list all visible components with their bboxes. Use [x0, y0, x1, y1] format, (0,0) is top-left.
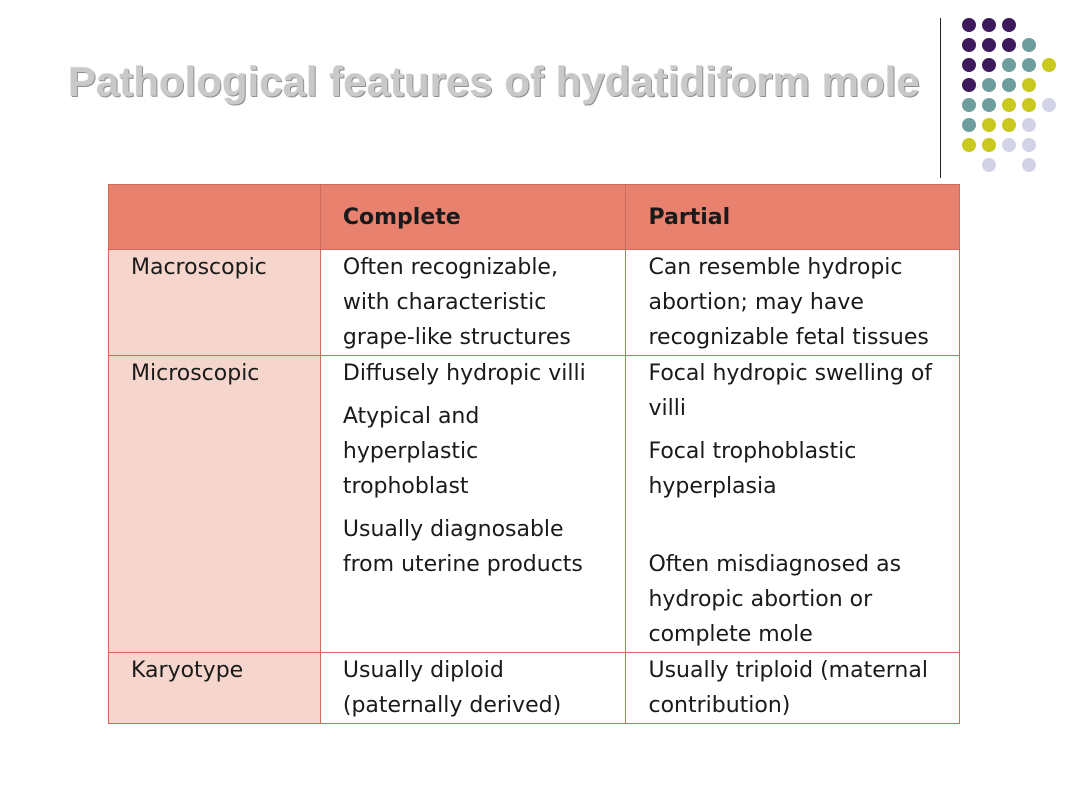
cell-text: Usually diploid (paternally derived)	[342, 658, 562, 718]
dot-teal	[962, 98, 976, 112]
dot-purple	[982, 58, 996, 72]
dot-purple	[962, 38, 976, 52]
cell-text: Diffusely hydropic villi	[342, 361, 586, 386]
table-row-karyotype	[109, 653, 960, 724]
dot-lavender	[1042, 98, 1056, 112]
dot-yellow	[1042, 58, 1056, 72]
partial-cell	[626, 250, 960, 356]
table-header-row	[109, 185, 960, 250]
complete-cell	[320, 653, 626, 724]
header-cell-partial: Partial	[626, 185, 960, 250]
dot-purple	[982, 38, 996, 52]
dot-yellow	[1022, 98, 1036, 112]
header-cell-complete: Complete	[320, 185, 626, 250]
dot-purple	[982, 18, 996, 32]
complete-cell	[320, 356, 626, 653]
dot-yellow	[1002, 98, 1016, 112]
dot-purple	[1002, 38, 1016, 52]
cell-text: Can resemble hydropic abortion; may have recognizable fetal tissues	[648, 255, 929, 350]
dot-teal	[1022, 38, 1036, 52]
header-cell-empty	[109, 185, 321, 250]
row-label: Karyotype	[109, 653, 321, 724]
table-row-macroscopic	[109, 250, 960, 356]
complete-cell	[320, 250, 626, 356]
title-divider-line	[940, 18, 941, 178]
dot-purple	[1002, 18, 1016, 32]
dot-teal	[982, 78, 996, 92]
cell-text: Often recognizable, with characteristic grape-like structures	[342, 255, 571, 350]
dot-teal	[1002, 78, 1016, 92]
dot-teal	[982, 98, 996, 112]
dot-yellow	[1022, 78, 1036, 92]
dot-lavender	[1002, 138, 1016, 152]
dot-lavender	[1022, 138, 1036, 152]
dot-lavender	[1022, 118, 1036, 132]
comparison-table	[108, 184, 960, 724]
dot-yellow	[982, 138, 996, 152]
dot-lavender	[982, 158, 996, 172]
row-label: Microscopic	[109, 356, 321, 653]
dot-lavender	[1022, 158, 1036, 172]
dot-purple	[962, 58, 976, 72]
row-label: Macroscopic	[109, 250, 321, 356]
cell-text: Usually triploid (maternal contribution)	[648, 658, 928, 718]
dot-yellow	[1002, 118, 1016, 132]
dot-teal	[1022, 58, 1036, 72]
dot-yellow	[982, 118, 996, 132]
cell-text: Often misdiagnosed as hydropic abortion or complete mole	[648, 552, 902, 647]
slide-title: Pathological features of hydatidiform mole	[68, 58, 920, 105]
dot-teal	[1002, 58, 1016, 72]
dot-teal	[962, 118, 976, 132]
table-row-microscopic	[109, 356, 960, 653]
cell-text: Atypical and hyperplastic trophoblast	[342, 404, 480, 499]
partial-cell	[626, 653, 960, 724]
cell-text: Usually diagnosable from uterine products	[342, 517, 583, 577]
cell-text: Focal trophoblastic hyperplasia	[648, 439, 857, 499]
partial-cell	[626, 356, 960, 653]
dot-purple	[962, 78, 976, 92]
cell-text: Focal hydropic swelling of villi	[648, 361, 933, 421]
dot-purple	[962, 18, 976, 32]
dot-yellow	[962, 138, 976, 152]
